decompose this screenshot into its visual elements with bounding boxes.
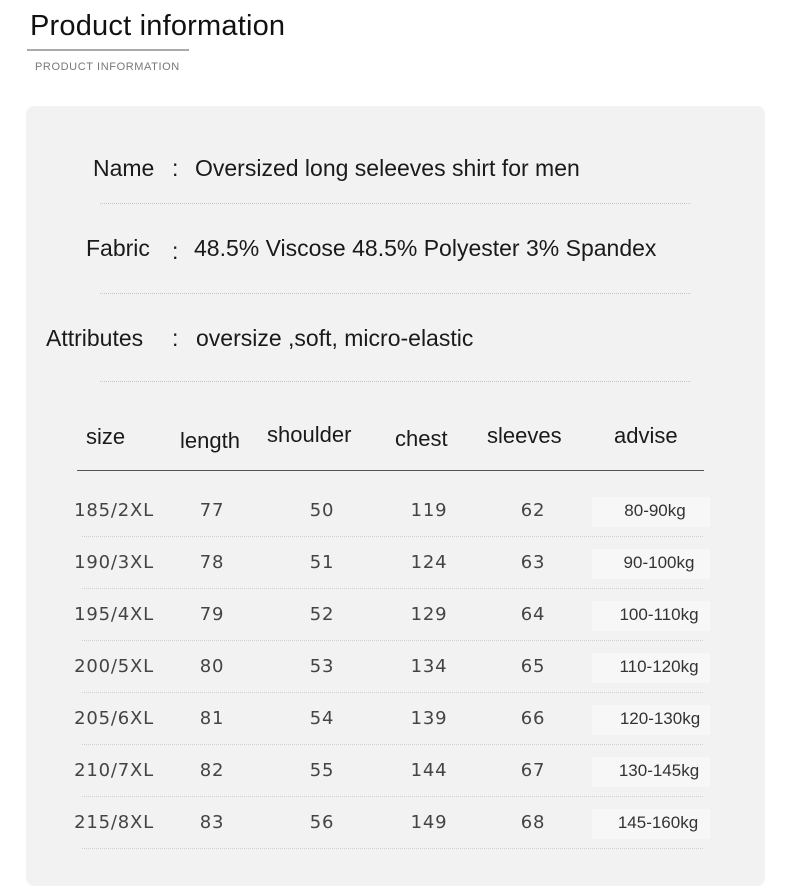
cell-size: 200/5XL	[74, 656, 154, 677]
cell-sleeves: 62	[520, 500, 546, 521]
header-advise: advise	[614, 423, 678, 448]
cell-size: 185/2XL	[74, 500, 154, 521]
cell-length: 81	[199, 708, 225, 729]
header-rule	[77, 470, 704, 471]
table-row	[0, 641, 790, 693]
attributes-label: Attributes	[46, 325, 144, 351]
cell-advise: 80-90kg	[624, 501, 686, 520]
cell-shoulder: 52	[309, 604, 335, 625]
cell-length: 80	[199, 656, 225, 677]
cell-size: 205/6XL	[74, 708, 154, 729]
table-row	[0, 485, 790, 537]
cell-advise: 145-160kg	[617, 813, 699, 832]
cell-shoulder: 55	[309, 760, 335, 781]
row-divider	[82, 848, 703, 849]
cell-advise: 90-100kg	[623, 553, 695, 572]
attributes-value: oversize ,soft, micro-elastic	[196, 325, 474, 351]
cell-chest: 144	[410, 760, 448, 781]
header-sleeves: sleeves	[487, 423, 562, 448]
cell-sleeves: 66	[520, 708, 546, 729]
cell-chest: 134	[410, 656, 448, 677]
cell-shoulder: 50	[309, 500, 335, 521]
cell-size: 210/7XL	[74, 760, 154, 781]
attributes-separator: :	[172, 325, 179, 351]
cell-chest: 149	[410, 812, 448, 833]
fabric-value: 48.5% Viscose 48.5% Polyester 3% Spandex	[194, 235, 657, 261]
cell-length: 77	[199, 500, 225, 521]
cell-sleeves: 67	[520, 760, 546, 781]
table-row	[0, 693, 790, 745]
cell-length: 82	[199, 760, 225, 781]
table-row	[0, 797, 790, 849]
header-chest: chest	[395, 426, 448, 451]
cell-shoulder: 53	[309, 656, 335, 677]
header-length: length	[180, 428, 240, 453]
name-value: Oversized long seleeves shirt for men	[195, 155, 580, 181]
header-size: size	[86, 424, 126, 449]
cell-sleeves: 68	[520, 812, 546, 833]
cell-size: 215/8XL	[74, 812, 154, 833]
cell-length: 79	[199, 604, 225, 625]
divider	[100, 381, 691, 382]
cell-size: 195/4XL	[74, 604, 154, 625]
table-row	[0, 537, 790, 589]
cell-advise: 100-110kg	[619, 605, 699, 624]
divider	[100, 293, 691, 294]
cell-advise: 130-145kg	[618, 761, 700, 780]
cell-shoulder: 54	[309, 708, 335, 729]
fabric-separator: :	[172, 238, 179, 264]
cell-chest: 129	[410, 604, 448, 625]
cell-length: 83	[199, 812, 225, 833]
cell-advise: 120-130kg	[619, 709, 701, 728]
cell-shoulder: 56	[309, 812, 335, 833]
divider	[100, 203, 691, 204]
cell-chest: 119	[410, 500, 448, 521]
name-label: Name	[93, 155, 155, 181]
name-separator: :	[172, 155, 179, 181]
header-shoulder: shoulder	[267, 422, 352, 447]
cell-sleeves: 63	[520, 552, 546, 573]
table-row	[0, 589, 790, 641]
table-row	[0, 745, 790, 797]
cell-advise: 110-120kg	[619, 657, 699, 676]
cell-sleeves: 64	[520, 604, 546, 625]
cell-size: 190/3XL	[74, 552, 154, 573]
fabric-label: Fabric	[86, 235, 150, 261]
cell-chest: 124	[410, 552, 448, 573]
page-title: Product information	[30, 10, 286, 42]
cell-length: 78	[199, 552, 225, 573]
cell-shoulder: 51	[309, 552, 335, 573]
title-underline	[27, 49, 189, 51]
page-subtitle: PRODUCT INFORMATION	[35, 61, 180, 73]
cell-sleeves: 65	[520, 656, 546, 677]
cell-chest: 139	[410, 708, 448, 729]
